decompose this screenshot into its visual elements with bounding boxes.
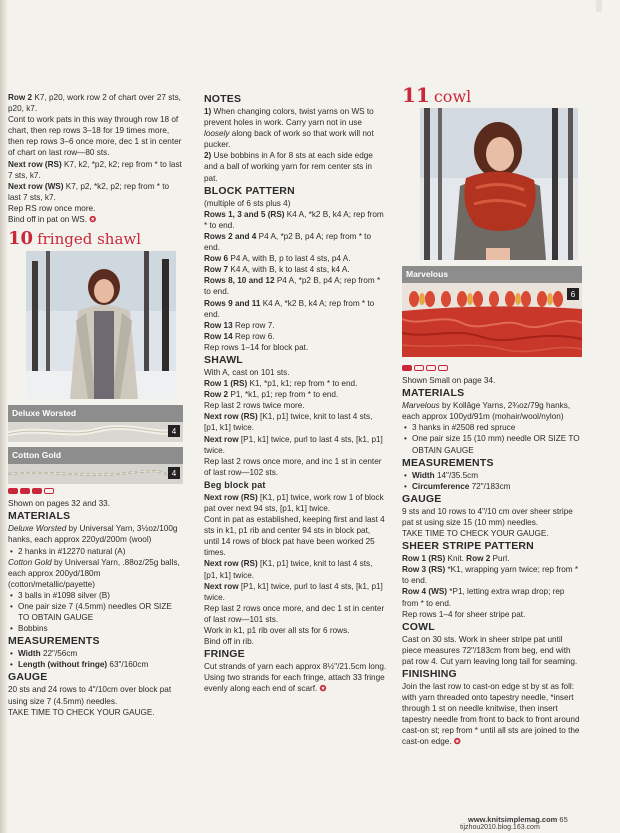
row-label: Row 13: [204, 320, 233, 330]
pattern-row: [204, 231, 387, 253]
pattern-row: [204, 320, 387, 331]
yarn-swatch-image: [8, 422, 183, 442]
yarn-swatch-image: [402, 283, 582, 357]
project-number: 11: [402, 83, 430, 107]
instruction-row: [8, 159, 183, 181]
row-label: Row 1 (RS): [402, 554, 446, 564]
shown-on: Shown on pages 32 and 33.: [8, 499, 110, 509]
row-label: Row 7: [204, 265, 229, 275]
bullet-item: [8, 546, 183, 557]
column-left: [8, 92, 183, 718]
instruction-row: [204, 625, 387, 636]
end-mark-icon: ✪: [87, 215, 97, 225]
row-text: K1, *p1, k1; rep from * to end.: [247, 379, 358, 389]
row-text: K4 A, *k2 B, k4 A; rep from * to end.: [204, 209, 384, 230]
shown-on: Shown Small on page 34.: [402, 376, 496, 386]
measurements-heading: MEASUREMENTS: [402, 456, 494, 469]
row-text: K7, k2, *p2, k2; rep from * to last 7 sts, k7.: [8, 159, 182, 180]
note-text: Use bobbins in A for 8 sts at each side edge and a ball of working yarn for rem center sts in pat.: [204, 151, 373, 183]
pattern-row: [402, 586, 582, 608]
row-text: Rep rows 1–14 for block pat.: [204, 342, 309, 352]
project-11-title: [402, 83, 582, 107]
row-text: Bind off in rib.: [204, 637, 254, 647]
cowl-photo: [420, 108, 578, 260]
gauge-heading: GAUGE: [8, 671, 48, 684]
row-label: Next row (RS): [204, 412, 258, 422]
instruction-row: [204, 558, 387, 580]
pattern-row: [204, 342, 387, 353]
material-item: [8, 557, 183, 590]
pattern-row: [402, 564, 582, 586]
pattern-row: [204, 298, 387, 320]
row-label: Row 3 (RS): [402, 565, 446, 575]
measurement-item: [8, 648, 183, 659]
row-text: Rep RS row once more.: [8, 203, 96, 213]
row-text: by Universal Yarn, .88oz/25g balls, each approx 200yd/180m (cotton/metallic/payette): [8, 557, 180, 589]
row-label: Row 1 (RS): [204, 379, 248, 389]
note-item: [204, 150, 387, 183]
swatch-name: Deluxe Worsted: [12, 408, 77, 419]
bullet-text: One pair size 7 (4.5mm) needles OR SIZE TO OBTAIN GAUGE: [18, 601, 172, 623]
yarn-name: Deluxe Worsted: [8, 524, 67, 534]
materials-list: [402, 400, 582, 455]
row-label: Next row (RS): [204, 492, 258, 502]
measurements-list: [8, 648, 183, 670]
row-label: Width: [412, 470, 435, 480]
gauge-text: 9 sts and 10 rows to 4"/10 cm over sheer stripe pat st using size 15 (10 mm) needles.: [402, 506, 573, 527]
row-label: Row 2: [204, 390, 229, 400]
beg-block-instructions: [204, 492, 387, 647]
instruction-row: [204, 378, 387, 389]
shawl-photo: [26, 251, 176, 399]
instruction-row: [8, 114, 183, 158]
measurement-item: [402, 470, 582, 481]
row-text: Cont to work pats in this way through row 18 of chart, then rep rows 3–18 for 19 times more, then rep rows 3–6 once more, dec 1 st in center of chart on last row—80 sts.: [8, 115, 182, 158]
column-right: [402, 83, 582, 748]
row-text: P4 A, *p2 B, p4 A; rep from * to end.: [204, 276, 381, 297]
bullet-text: 3 hanks in #2508 red spruce: [412, 423, 516, 433]
row-text: Cont in pat as established, keeping first and last 4 sts in k1, p1 rib and center 94 sts in block pat, until 14 rows of block pat have been worked 25 times.: [204, 515, 385, 558]
measurement-item: [8, 659, 183, 670]
row-text: Rep last 2 rows once more, and inc 1 st in center of last row—102 sts.: [204, 456, 382, 477]
footer-site: www.knitsimplemag.com: [468, 815, 558, 824]
row-label: Row 14: [204, 331, 233, 341]
pattern-row: [204, 331, 387, 342]
instruction-row: [204, 400, 387, 411]
row-text: Bind off in pat on WS.: [8, 215, 88, 225]
cowl-text: Cast on 30 sts. Work in sheer stripe pat until piece measures 72"/183cm from beg, end with pat row 4. Cut yarn leaving long tail for seaming.: [402, 634, 578, 666]
row-label: Width: [18, 649, 41, 659]
row-label: Next row: [204, 434, 239, 444]
bullet-text: Bobbins: [18, 624, 48, 634]
row-label: Row 2: [466, 554, 491, 564]
block-pattern-rows: [204, 198, 387, 353]
material-item: [8, 523, 183, 545]
page-binding-shadow: [0, 0, 8, 833]
page-footer: [468, 815, 568, 824]
cowl-heading: COWL: [402, 620, 435, 633]
instruction-row: [8, 203, 183, 214]
swatch-label: [8, 405, 183, 422]
row-text: 22"/56cm: [40, 649, 78, 659]
row-label: Row 4 (WS): [402, 587, 448, 597]
row-text: K4 A, *k2 B, k4 A; rep from * to end.: [204, 298, 375, 319]
pattern-row: [204, 275, 387, 297]
row-text: K7, p2, *k2, p2; rep from * to last 7 sts, k7.: [8, 181, 170, 202]
measurements-list: [402, 470, 582, 492]
gauge-check: TAKE TIME TO CHECK YOUR GAUGE.: [402, 529, 549, 539]
pattern-row: [204, 264, 387, 275]
instruction-row: [204, 389, 387, 400]
row-label: Rows 1, 3 and 5 (RS): [204, 209, 285, 219]
row-text: Rep row 7.: [232, 320, 275, 330]
notes-list: [204, 106, 387, 184]
note-number: 2): [204, 151, 212, 161]
intro-block: [8, 92, 183, 225]
gauge-check: TAKE TIME TO CHECK YOUR GAUGE.: [8, 707, 155, 717]
swatch-marvelous: [402, 266, 582, 357]
materials-heading: MATERIALS: [402, 387, 465, 400]
instruction-row: [204, 492, 387, 514]
note-item: [204, 106, 387, 150]
swatch-name: Marvelous: [406, 269, 449, 280]
finishing-text: Join the last row to cast-on edge st by st as foll: with yarn threaded onto tapestry needle, *insert through 1 st on needle knitwise, then insert tapestry needle from front to back to front around cast-on st; rep from * until all sts are joined to the cast-on edge. ✪: [402, 681, 580, 747]
beg-block-heading: Beg block pat: [204, 479, 266, 490]
block-pattern-heading: BLOCK PATTERN: [204, 184, 295, 197]
row-text: Knit.: [445, 554, 467, 564]
row-text: Rep last 2 rows once more, and dec 1 st in center of last row—101 sts.: [204, 603, 385, 624]
fringe-text: Cut strands of yarn each approx 8½"/21.5cm long. Using two strands for each fringe, attach 33 fringe evenly along each end of scarf. ✪: [204, 662, 387, 694]
row-label: Rows 2 and 4: [204, 231, 257, 241]
sheer-stripe-rows: [402, 553, 582, 620]
instruction-row: [8, 214, 183, 225]
swatch-deluxe-worsted: [8, 405, 183, 442]
bullet-item: [402, 433, 582, 455]
row-text: *P1, letting extra wrap drop; rep from * to end.: [402, 587, 565, 608]
watermark: tijzhou2010.blog.163.com: [460, 824, 540, 831]
materials-list: [8, 523, 183, 634]
instruction-row: [204, 367, 387, 378]
bullet-text: 3 balls in #1098 silver (B): [18, 590, 110, 600]
bullet-text: One pair size 15 (10 mm) needle OR SIZE TO OBTAIN GAUGE: [412, 434, 580, 455]
row-text: [K1, p1] twice, knit to last 4 sts, [p1, k1] twice.: [204, 559, 373, 580]
swatch-label: [8, 447, 183, 464]
row-label: Rows 9 and 11: [204, 298, 261, 308]
row-text: With A, cast on 101 sts.: [204, 367, 290, 377]
instruction-row: [204, 514, 387, 558]
project-10-title: [8, 228, 183, 250]
yarn-name: Cotton Gold: [8, 557, 52, 567]
row-label: Row 6: [204, 254, 229, 264]
weight-badge: 4: [171, 427, 177, 437]
end-mark-icon: ✪: [453, 737, 461, 747]
swatch-label: [402, 266, 582, 283]
pattern-row: [204, 198, 387, 209]
measurements-heading: MEASUREMENTS: [8, 635, 100, 648]
measurement-item: [402, 481, 582, 492]
row-text: by Universal Yarn, 3½oz/100g hanks, each approx 220yd/200m (wool): [8, 524, 178, 545]
weight-badge: 4: [171, 469, 177, 479]
project-number: 10: [8, 228, 34, 250]
row-text: P4 A, with B, p to last 4 sts, p4 A.: [228, 254, 351, 264]
pattern-row: [204, 209, 387, 231]
pattern-row: [204, 253, 387, 264]
row-label: Next row (WS): [8, 181, 64, 191]
note-text: When changing colors, twist yarns on WS to prevent holes in work. Carry yarn not in use: [204, 107, 374, 128]
bullet-item: [8, 623, 183, 634]
swatch-cotton-gold: [8, 447, 183, 484]
project-name: fringed shawl: [37, 230, 142, 249]
bullet-item: [8, 590, 183, 601]
instruction-row: [8, 92, 183, 114]
row-text: by Kollâge Yarns, 2¾oz/79g hanks, each approx 100yd/91m (mohair/wool/nylon): [402, 401, 571, 422]
row-text: Work in k1, p1 rib over all sts for 6 rows.: [204, 626, 350, 636]
note-emphasis: loosely: [204, 129, 230, 139]
bullet-text: 2 hanks in #12270 natural (A): [18, 546, 126, 556]
row-label: Next row: [204, 581, 239, 591]
swatch-name: Cotton Gold: [12, 450, 62, 461]
row-label: Circumference: [412, 481, 470, 491]
row-text: [K1, p1] twice, knit to last 4 sts, [p1, k1] twice.: [204, 412, 373, 433]
pattern-row: [402, 553, 582, 564]
bullet-item: [8, 601, 183, 623]
materials-heading: MATERIALS: [8, 510, 71, 523]
page-number: 65: [559, 815, 568, 824]
column-middle: [204, 92, 387, 695]
row-text: Rep last 2 rows twice more.: [204, 401, 305, 411]
weight-badge: 6: [570, 290, 576, 300]
row-label: Length (without fringe): [18, 660, 108, 670]
instruction-row: [204, 411, 387, 433]
skill-level-indicator: [8, 488, 183, 494]
pattern-row: [402, 609, 582, 620]
row-text: [K1, p1] twice, work row 1 of block pat over next 94 sts, [p1, k1] twice.: [204, 492, 384, 513]
skill-level-indicator: [402, 365, 582, 371]
instruction-row: [204, 434, 387, 456]
instruction-row: [204, 603, 387, 625]
sheer-stripe-heading: SHEER STRIPE PATTERN: [402, 540, 534, 553]
row-text: (multiple of 6 sts plus 4): [204, 198, 291, 208]
row-label: Next row (RS): [8, 159, 62, 169]
fringe-heading: FRINGE: [204, 648, 245, 661]
yarn-name: Marvelous: [402, 401, 440, 411]
row-text: 63"/160cm: [107, 660, 149, 670]
yarn-swatch-image: [8, 464, 183, 484]
row-text: Rep row 6.: [232, 331, 275, 341]
row-text: [P1, k1] twice, purl to last 4 sts, [k1, p1] twice.: [204, 434, 383, 455]
row-text: [P1, k1] twice, purl to last 4 sts, [k1, p1] twice.: [204, 581, 383, 602]
row-text: Purl.: [490, 554, 510, 564]
shawl-instructions: [204, 367, 387, 478]
project-name: cowl: [433, 87, 472, 106]
instruction-row: [204, 456, 387, 478]
row-text: 72"/183cm: [469, 481, 511, 491]
note-text: along back of work so that work will not pucker.: [204, 129, 374, 150]
material-item: [402, 400, 582, 422]
row-label: Row 2: [8, 93, 33, 102]
instruction-row: [8, 181, 183, 203]
bullet-item: [402, 422, 582, 433]
gauge-text: 20 sts and 24 rows to 4"/10cm over block pat using size 7 (4.5mm) needles.: [8, 685, 172, 706]
row-text: P1, *k1, p1; rep from * to end.: [228, 390, 339, 400]
shawl-heading: SHAWL: [204, 353, 243, 366]
instruction-row: [204, 581, 387, 603]
instruction-row: [204, 636, 387, 647]
row-text: *K1, wrapping yarn twice; rep from * to end.: [402, 565, 579, 586]
row-text: K4 A, with B, k to last 4 sts, k4 A.: [228, 265, 350, 275]
gauge-heading: GAUGE: [402, 492, 442, 505]
notes-heading: NOTES: [204, 93, 242, 105]
note-number: 1): [204, 107, 212, 116]
finishing-heading: FINISHING: [402, 667, 457, 680]
row-text: Rep rows 1–4 for sheer stripe pat.: [402, 609, 526, 619]
row-text: 14"/35.5cm: [434, 470, 479, 480]
row-label: Rows 8, 10 and 12: [204, 276, 275, 286]
end-mark-icon: ✪: [319, 684, 327, 694]
row-text: K7, p20, work row 2 of chart over 27 sts, p20, k7.: [8, 93, 181, 114]
row-label: Next row (RS): [204, 559, 258, 569]
page-corner: [596, 0, 602, 12]
row-text: P4 A, *p2 B, p4 A; rep from * to end.: [204, 231, 372, 253]
